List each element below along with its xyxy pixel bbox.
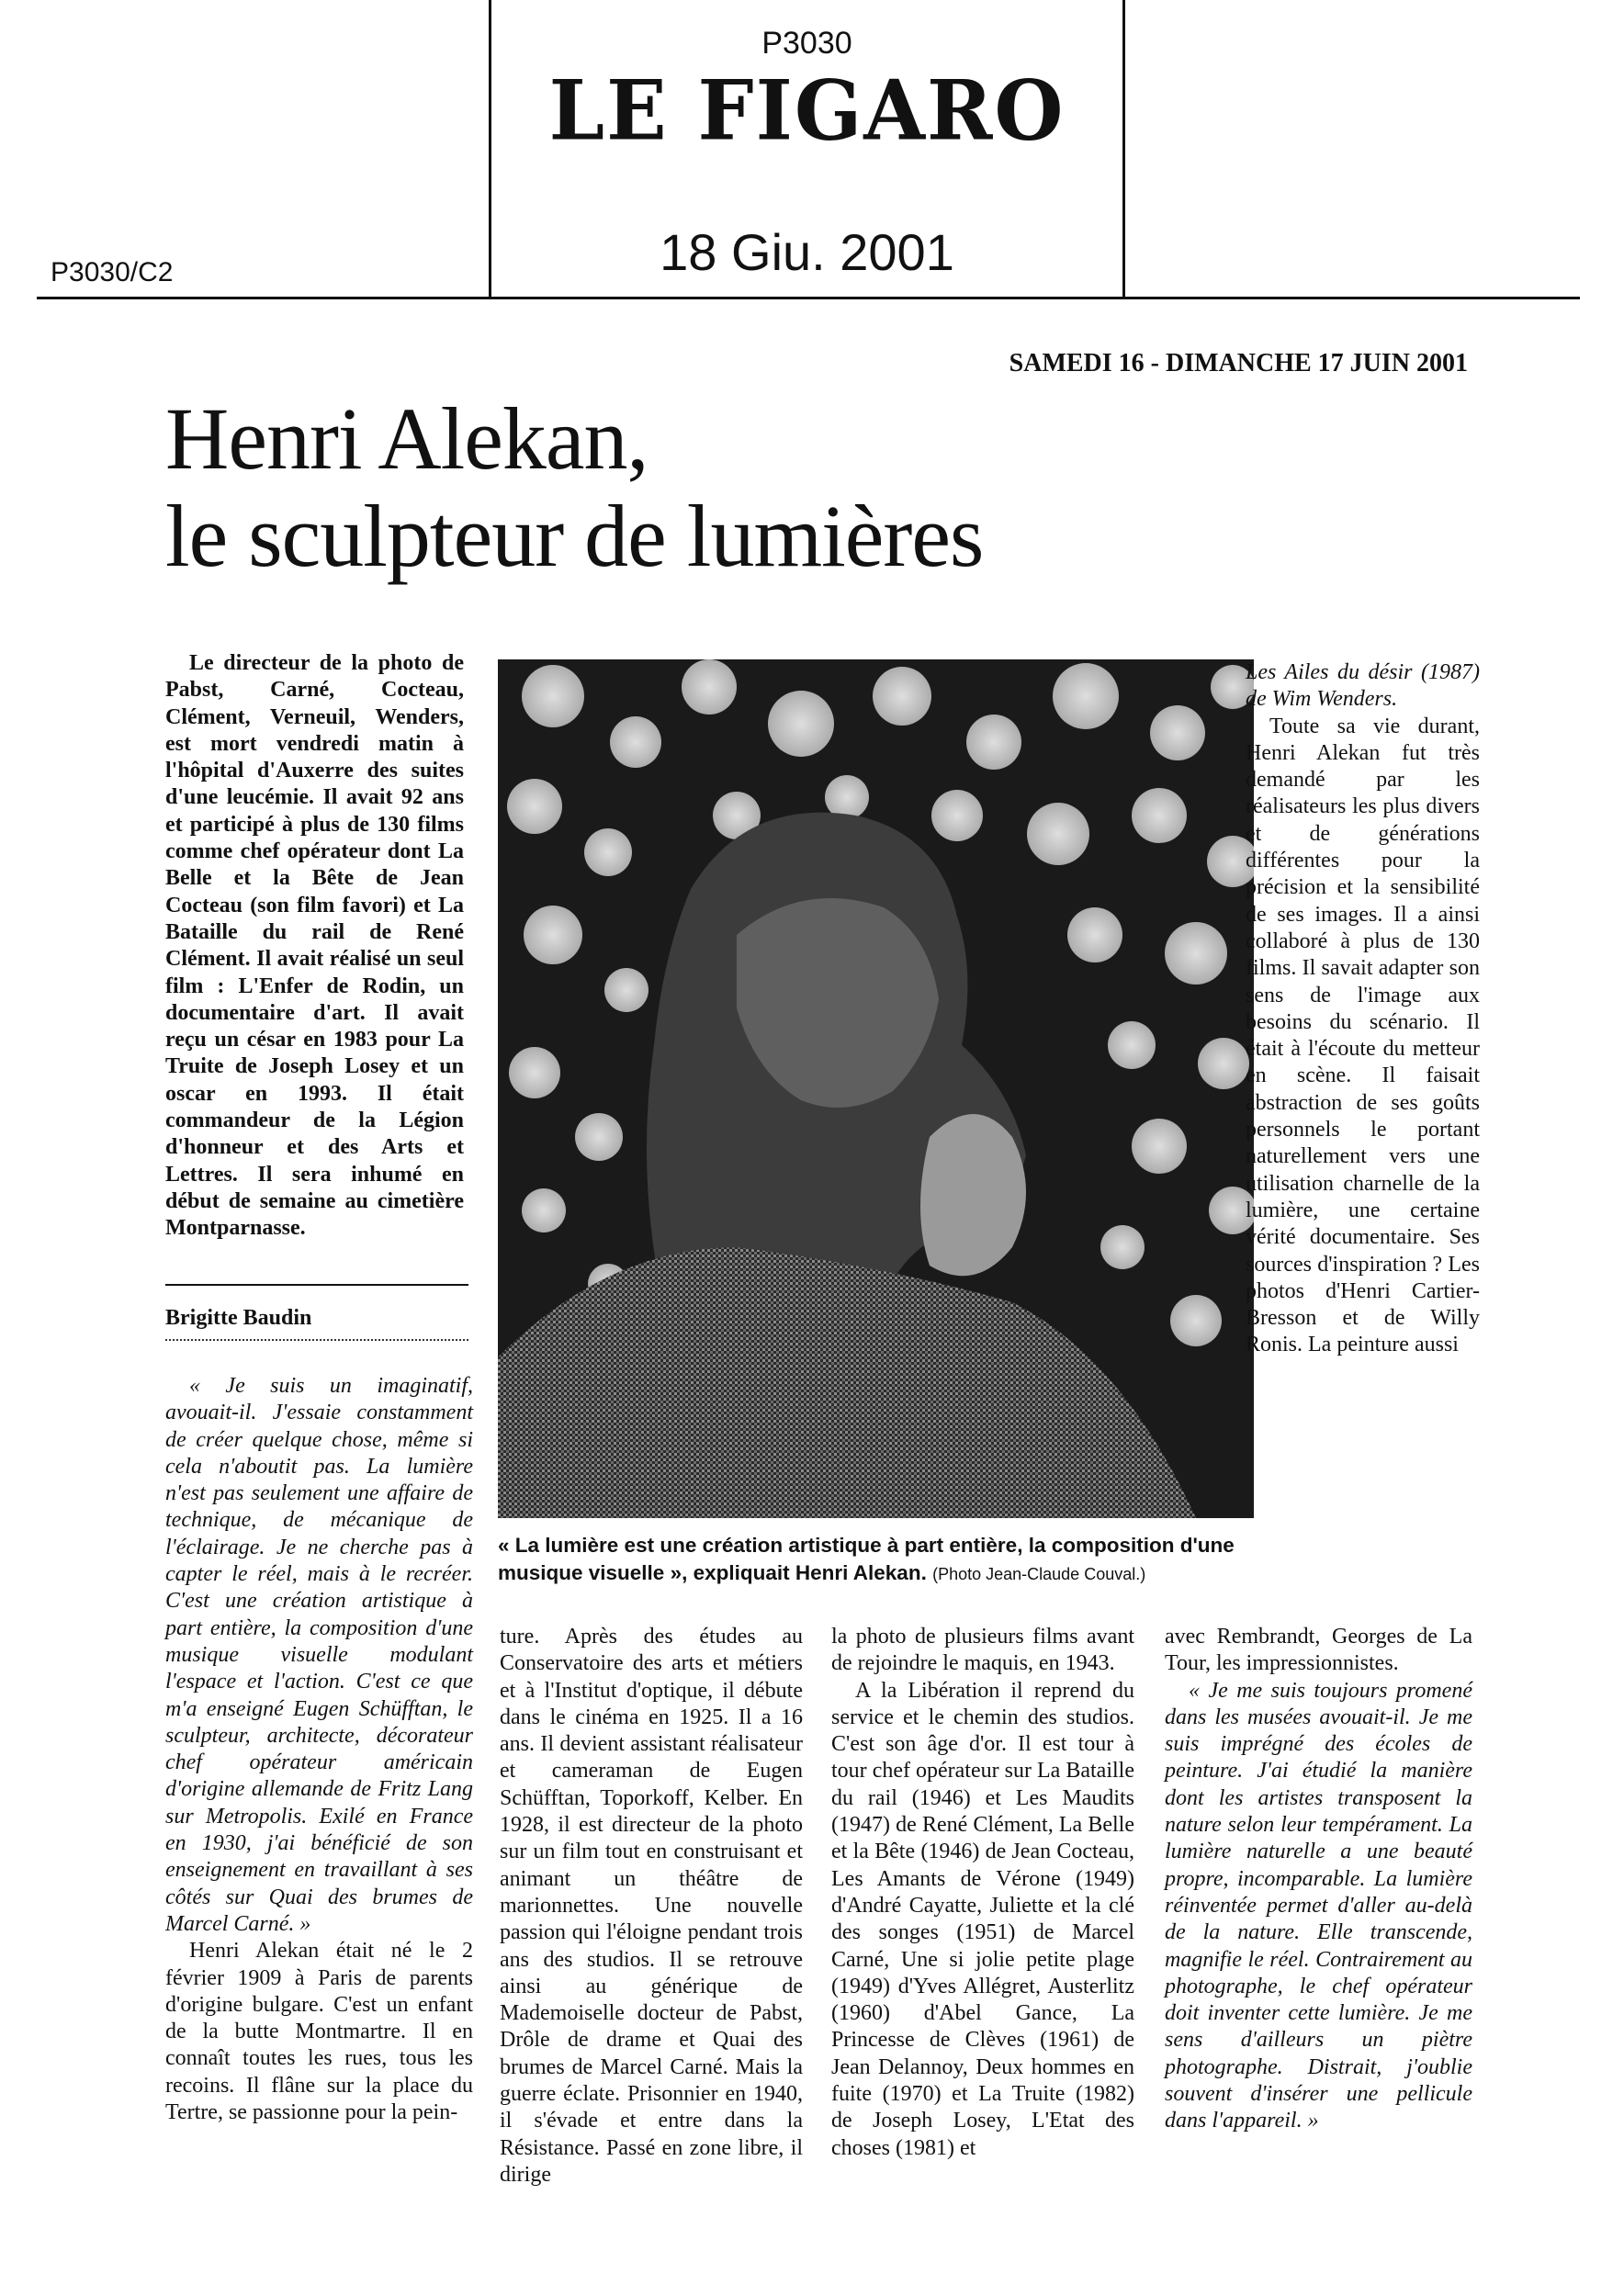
byline-dotted-rule	[165, 1339, 468, 1341]
portrait-photo	[498, 659, 1254, 1518]
stamp-reference: P3030/C2	[51, 257, 174, 287]
stamp-code: P3030	[761, 26, 852, 61]
quote-paragraph: « Je me suis toujours promené dans les musées avouait-il. Je me suis imprégné des écoles de peinture. J'ai étudié la manière dont les artistes transposent la nature selon leur tempérament. La lumière naturelle a une beauté propre, incomparable. La lumière réinventée permet d'aller au-delà de la nature. Elle transcende, magnifie le réel. Contrairement au photographe, le chef opérateur doit inventer cette lumière. Je me sens d'ailleurs un piètre photographe. Distrait, j'oublie souvent d'insérer une pellicule dans l'appareil. »	[1165, 1678, 1472, 2133]
photo-illustration	[498, 659, 1254, 1518]
body-paragraph: avec Rembrandt, Georges de La Tour, les impressionnistes.	[1165, 1625, 1472, 1676]
body-paragraph: Les Ailes du désir (1987) de Wim Wenders.	[1246, 660, 1480, 712]
headline	[165, 390, 983, 585]
article-column-3	[831, 1624, 1134, 2162]
article-column-4-bottom	[1165, 1624, 1472, 2135]
newspaper-name: LE FIGARO	[548, 62, 1066, 160]
headline-line-1: Henri Alekan,	[165, 389, 648, 488]
article-lead	[165, 650, 464, 1243]
photo-credit: (Photo Jean-Claude Couval.)	[932, 1565, 1146, 1583]
article-column-4-top	[1246, 659, 1480, 1359]
body-paragraph: A la Libération il reprend du service et le chemin des studios. C'est son âge d'or. Il est tour à tour chef opérateur sur La Bataille du rail (1946) et Les Maudits (1947) de René Clément, La Belle et la Bête (1946) de Jean Cocteau, Les Amants de Vérone (1949) d'André Cayatte, Juliette et la clé des songes (1951) de Marcel Carné, Une si jolie petite plage (1949) d'Yves Allégret, Austerlitz (1960) d'Abel Gance, La Princesse de Clèves (1961) de Jean Delannoy, Deux hommes en fuite (1970) et La Truite (1982) de Joseph Losey, L'Etat des choses (1981) et	[831, 1678, 1134, 2160]
stamp-border-right	[1122, 0, 1125, 299]
photo-caption	[498, 1532, 1260, 1588]
quote-paragraph: « Je suis un imaginatif, avouait-il. J'essaie constamment de créer quelque chose, même si cela n'aboutit pas. La lumière n'est pas seulement une affaire de technique, de mécanique de l'éclairage. Je ne cherche pas à capter le réel, mais à le recréer. C'est une création artistique à part entière, la composition d'une musique visuelle modulant l'espace et l'action. C'est ce que m'a enseigné Eugen Schüfftan, le sculpteur, architecte, décorateur chef opérateur américain d'origine allemande de Fritz Lang sur Metropolis. Exilé en France en 1930, j'ai bénéficié de son enseignement en travaillant à ses côtés sur Quai des brumes de Marcel Carné. »	[165, 1374, 473, 1936]
issue-date: SAMEDI 16 - DIMANCHE 17 JUIN 2001	[1009, 349, 1468, 377]
article-column-1	[165, 1373, 473, 2126]
body-paragraph: ture. Après des études au Conservatoire des arts et métiers et à l'Institut d'optique, il débute dans le cinéma en 1925. Il a 16 ans. Il devient assistant réalisateur et cameraman de Eugen Schüfftan, Toporkoff, Kelber. En 1928, il est directeur de la photo sur un film tout en construisant et animant un théâtre de marionnettes. Une nouvelle passion qui l'éloigne pendant trois ans des studios. Il se retrouve ainsi au générique de Mademoiselle docteur de Pabst, Drôle de drame et Quai des brumes de Marcel Carné. Mais la guerre éclate. Prisonnier en 1940, il s'évade et entre dans la Résistance. Passé en zone libre, il dirige	[500, 1625, 803, 2187]
article-column-2	[500, 1624, 803, 2189]
byline-rule	[165, 1284, 468, 1286]
body-paragraph: Toute sa vie durant, Henri Alekan fut très demandé par les réalisateurs les plus divers et de générations différentes pour la précision et la sensibilité de ses images. Il a ainsi collaboré à plus de 130 films. Il savait adapter son sens de l'image aux besoins du scénario. Il était à l'écoute du metteur en scène. Il faisait abstraction de ses goûts personnels le portant naturellement vers une utilisation charnelle de la lumière, une certaine vérité documentaire. Ses sources d'inspiration ? Les photos d'Henri Cartier-Bresson et de Willy Ronis. La peinture aussi	[1246, 714, 1480, 1357]
headline-line-2: le sculpteur de lumières	[165, 487, 984, 585]
byline: Brigitte Baudin	[165, 1306, 312, 1330]
caption-text: « La lumière est une création artistique à part entière, la composition d'une musique visuelle », expliquait Henri Alekan.	[498, 1534, 1235, 1584]
body-paragraph: la photo de plusieurs films avant de rejoindre le maquis, en 1943.	[831, 1625, 1134, 1676]
body-paragraph: Henri Alekan était né le 2 février 1909 à Paris de parents d'origine bulgare. C'est un enfant de la butte Montmartre. Il en connaît toutes les rues, tous les recoins. Il flâne sur la place du Tertre, se passionne pour la pein-	[165, 1939, 473, 2125]
stamp-border-bottom	[37, 297, 1580, 299]
lead-paragraph: Le directeur de la photo de Pabst, Carné, Cocteau, Clément, Verneuil, Wenders, est mort vendredi matin à l'hôpital d'Auxerre des suites d'une leucémie. Il avait 92 ans et participé à plus de 130 films comme chef opérateur dont La Belle et la Bête de Jean Cocteau (son film favori) et La Bataille du rail de René Clément. Il avait réalisé un seul film : L'Enfer de Rodin, un documentaire d'art. Il avait reçu un césar en 1983 pour La Truite de Joseph Losey et un oscar en 1993. Il était commandeur de la Légion d'honneur et des Arts et Lettres. Il sera inhumé en début de semaine au cimetière Montparnasse.	[165, 651, 464, 1241]
stamp-date: 18 Giu. 2001	[660, 223, 954, 281]
